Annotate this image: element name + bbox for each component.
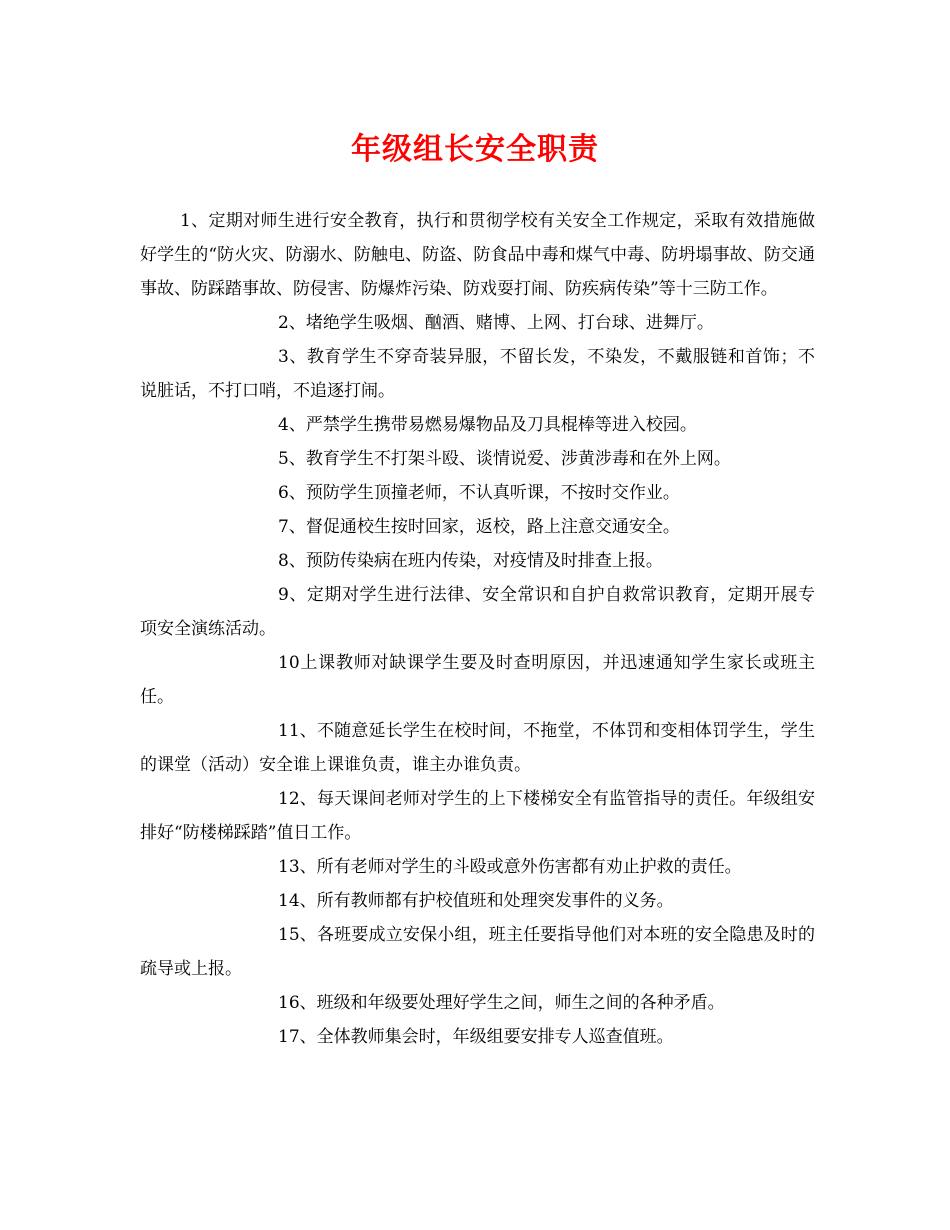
paragraph-13: 13、所有老师对学生的斗殴或意外伤害都有劝止护救的责任。 <box>278 857 742 877</box>
document-title: 年级组长安全职责 <box>351 132 599 167</box>
paragraph-8: 8、预防传染病在班内传染，对疫情及时排查上报。 <box>278 551 663 571</box>
paragraph-12: 12、每天课间老师对学生的上下楼梯安全有监管指导的责任。年级组安排好“防楼梯踩踏”值日工作。 <box>140 789 815 843</box>
paragraph-10: 10上课教师对缺课学生要及时查明原因，并迅速通知学生家长或班主任。 <box>140 653 815 707</box>
paragraph-7: 7、督促通校生按时回家，返校，路上注意交通安全。 <box>278 517 680 537</box>
paragraph-17: 17、全体教师集会时，年级组要安排专人巡查值班。 <box>278 1027 674 1047</box>
paragraph-4: 4、严禁学生携带易燃易爆物品及刀具棍棒等进入校园。 <box>278 415 697 435</box>
paragraph-5: 5、教育学生不打架斗殴、谈情说爱、涉黄涉毒和在外上网。 <box>278 449 731 469</box>
paragraph-3: 3、教育学生不穿奇装异服，不留长发，不染发，不戴服链和首饰；不说脏话，不打口哨，不追逐打闹。 <box>140 347 815 401</box>
paragraph-1: 1、定期对师生进行安全教育，执行和贯彻学校有关安全工作规定，采取有效措施做好学生的“防火灾、防溺水、防触电、防盗、防食品中毒和煤气中毒、防坍塌事故、防交通事故、防踩踏事故、防侵害、防爆炸污染、防戏耍打闹、防疾病传染”等十三防工作。 <box>140 211 815 299</box>
document-body <box>140 204 815 1054</box>
paragraph-14: 14、所有教师都有护校值班和处理突发事件的义务。 <box>278 891 674 911</box>
paragraph-15: 15、各班要成立安保小组，班主任要指导他们对本班的安全隐患及时的疏导或上报。 <box>140 925 815 979</box>
paragraph-16: 16、班级和年级要处理好学生之间，师生之间的各种矛盾。 <box>278 993 725 1013</box>
paragraph-2: 2、堵绝学生吸烟、酗酒、赌博、上网、打台球、进舞厅。 <box>278 313 714 333</box>
paragraph-6: 6、预防学生顶撞老师，不认真听课，不按时交作业。 <box>278 483 680 503</box>
paragraph-11: 11、不随意延长学生在校时间，不拖堂，不体罚和变相体罚学生，学生的课堂（活动）安全谁上课谁负责，谁主办谁负责。 <box>140 721 815 775</box>
paragraph-9: 9、定期对学生进行法律、安全常识和自护自救常识教育，定期开展专项安全演练活动。 <box>140 585 815 639</box>
